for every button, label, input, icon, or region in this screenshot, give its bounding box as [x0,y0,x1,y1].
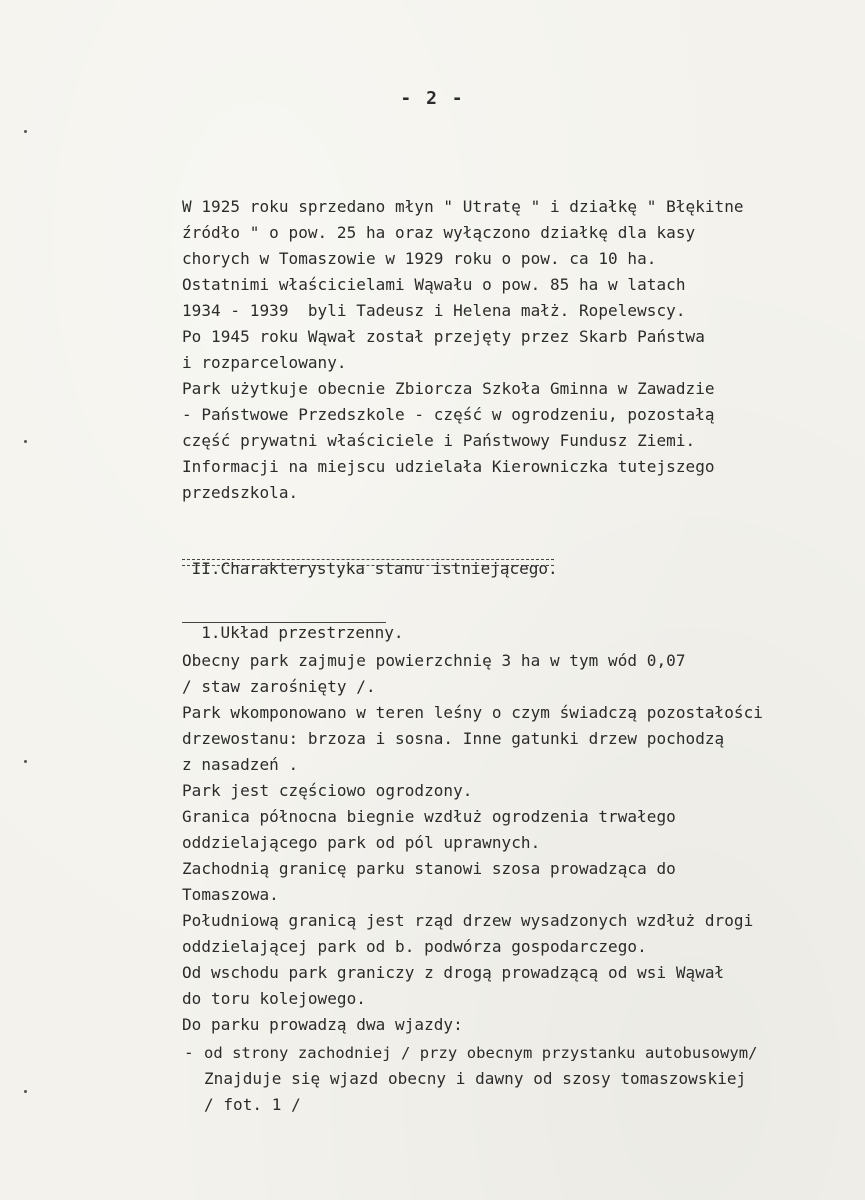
bullet-line: / fot. 1 / [204,1095,301,1114]
body-line: Tomaszowa. [182,885,279,904]
page-number: - 2 - [400,88,465,109]
body-line: Od wschodu park graniczy z drogą prowadzącą od wsi Wąwał [182,963,725,982]
body-line: Park wkomponowano w teren leśny o czym świadczą pozostałości [182,703,763,722]
intro-line: i rozparcelowany. [182,353,347,372]
body-line: / staw zarośnięty /. [182,677,376,696]
intro-line: przedszkola. [182,483,299,502]
bullet-marker: - [184,1043,194,1062]
hole-punch-mark [24,130,27,133]
body-line: Południową granicą jest rząd drzew wysadzonych wzdłuż drogi [182,911,754,930]
body-line: Do parku prowadzą dwa wjazdy: [182,1015,463,1034]
body-line: oddzielającego park od pól uprawnych. [182,833,541,852]
intro-line: Ostatnimi właścicielami Wąwału o pow. 85 ha w latach [182,275,686,294]
subsection-heading-underline [182,622,386,623]
section-title: Charakterystyka stanu istniejącego. [220,559,558,578]
section-heading-double-underline [182,559,554,566]
intro-line: część prywatni właściciele i Państwowy Fundusz Ziemi. [182,431,696,450]
intro-line: Informacji na miejscu udzielała Kierowniczka tutejszego [182,457,715,476]
intro-line: 1934 - 1939 byli Tadeusz i Helena małż. Ropelewscy. [182,301,686,320]
intro-line: Po 1945 roku Wąwał został przejęty przez Skarb Państwa [182,327,705,346]
body-line: Zachodnią granicę parku stanowi szosa prowadząca do [182,859,676,878]
intro-line: W 1925 roku sprzedano młyn " Utratę " i działkę " Błękitne [182,197,744,216]
intro-line: chorych w Tomaszowie w 1929 roku o pow. ca 10 ha. [182,249,657,268]
hole-punch-mark [24,1090,27,1093]
section-number: II. [191,559,221,578]
bullet-line: Znajduje się wjazd obecny i dawny od szosy tomaszowskiej [204,1069,747,1088]
subsection-title: Układ przestrzenny. [220,623,404,642]
subsection-number: 1. [201,623,221,642]
body-line: Park jest częściowo ogrodzony. [182,781,473,800]
body-line: z nasadzeń . [182,755,299,774]
intro-line: źródło " o pow. 25 ha oraz wyłączono działkę dla kasy [182,223,696,242]
intro-line: - Państwowe Przedszkole - część w ogrodzeniu, pozostałą [182,405,715,424]
bullet-line: od strony zachodniej / przy obecnym przystanku autobusowym/ [204,1044,758,1062]
intro-line: Park użytkuje obecnie Zbiorcza Szkoła Gminna w Zawadzie [182,379,715,398]
body-line: Obecny park zajmuje powierzchnię 3 ha w tym wód 0,07 [182,651,686,670]
hole-punch-mark [24,440,27,443]
body-line: Granica północna biegnie wzdłuż ogrodzenia trwałego [182,807,676,826]
body-line: do toru kolejowego. [182,989,366,1008]
body-line: oddzielającej park od b. podwórza gospodarczego. [182,937,647,956]
hole-punch-mark [24,760,27,763]
body-line: drzewostanu: brzoza i sosna. Inne gatunki drzew pochodzą [182,729,725,748]
